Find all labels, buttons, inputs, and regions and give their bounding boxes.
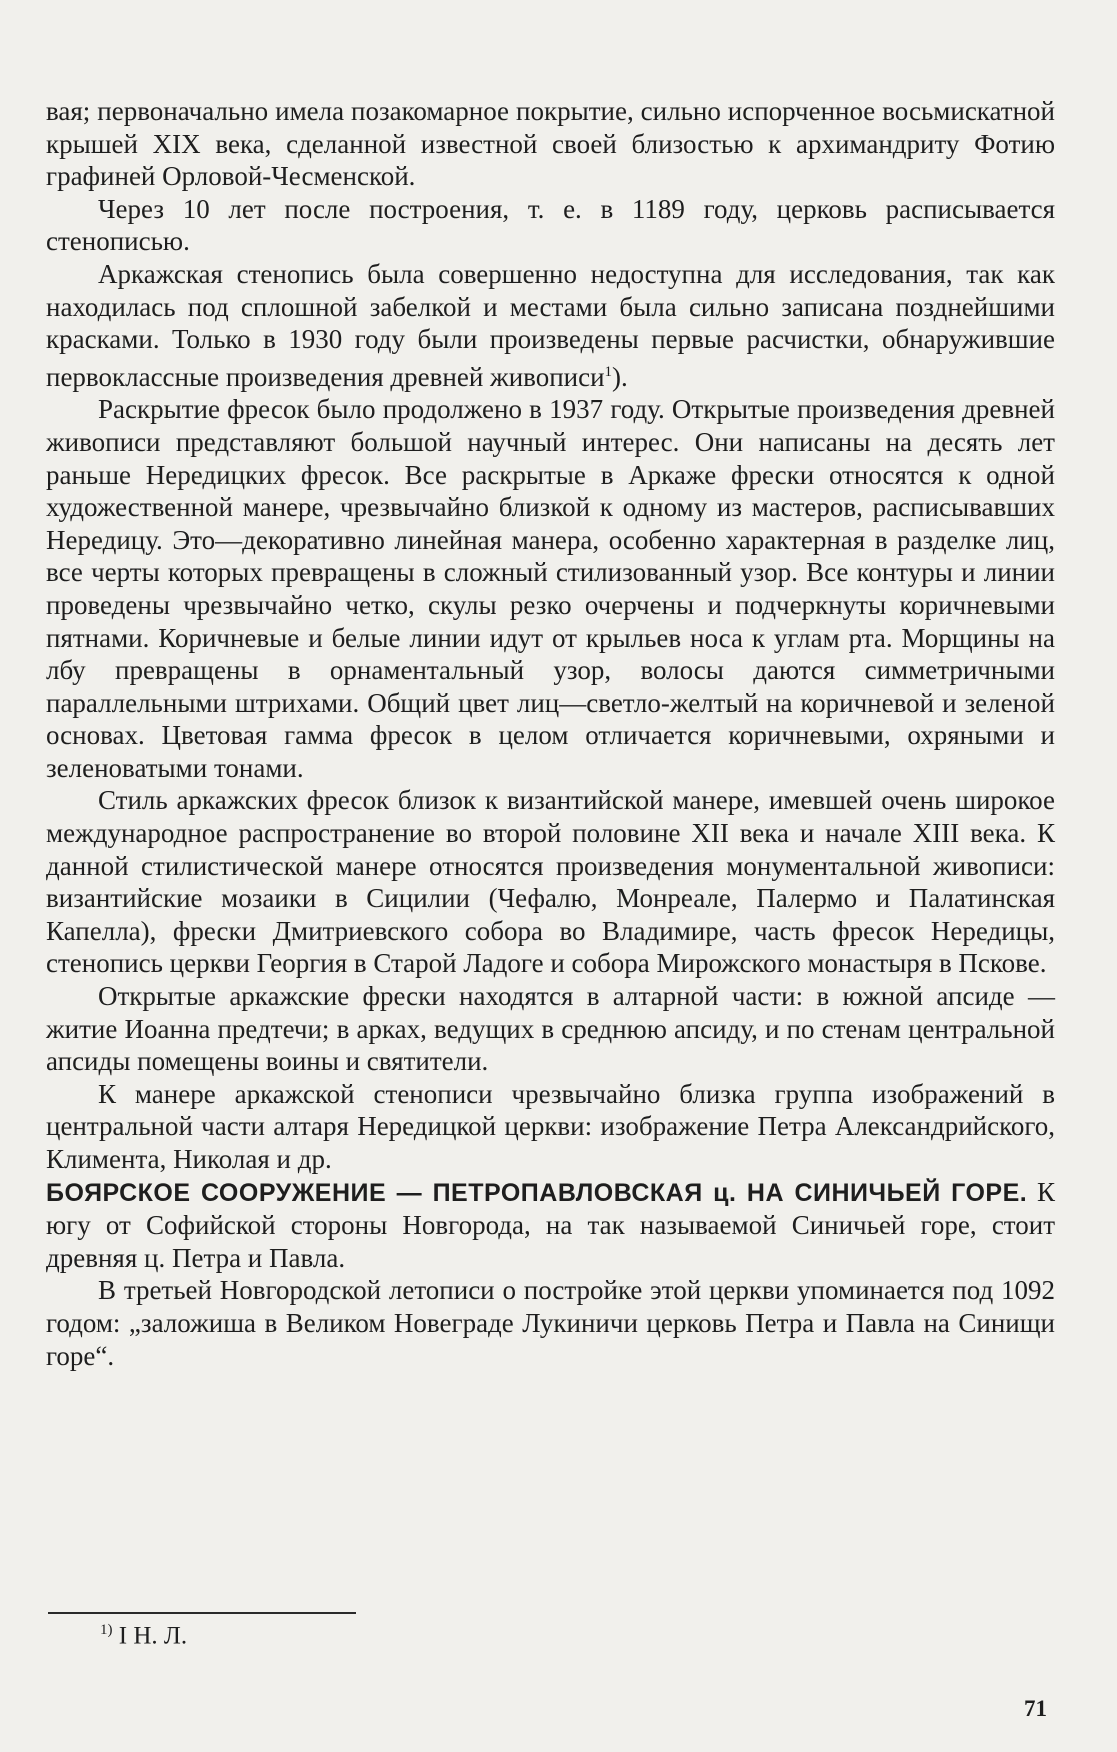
paragraph-5: Стиль аркажских фресок близок к византийской манере, имевшей очень широкое международное распространение во второй половине XII века и начале XIII века. К данной стилистической манере относятся произведения монументальной живописи: византийские мозаики в Сицилии (Чефалю, Монреале, Палермо и Палатинская Капелла), фрески Дмитриевского собора во Владимире, часть фресок Нередицы, стенопись церкви Георгия в Старой Ладоге и собора Мирожского монастыря в Пскове. (46, 785, 1055, 979)
footnote (100, 1622, 187, 1650)
footnote-divider (48, 1612, 356, 1614)
paragraph-1: вая; первоначально имела позакомарное покрытие, сильно испорченное восьмискатной крышей XIX века, сделанной известной своей близостью к архимандриту Фотию графиней Орловой-Чесменской. (46, 96, 1055, 192)
paragraph-7: К манере аркажской стенописи чрезвычайно близка группа изображений в центральной части алтаря Нередицкой церкви: изображение Петра Александрийского, Климента, Николая и др. (46, 1078, 1055, 1174)
paragraph-4: Раскрытие фресок было продолжено в 1937 году. Открытые произведения древней живописи представляют большой научный интерес. Они написаны на десять лет раньше Нередицких фресок. Все раскрытые в Аркаже фрески относятся к одной художественной манере, чрезвычайно близкой к одному из мастеров, расписывавших Нередицу. Это—декоративно линейная манера, особенно характерная в разделке лиц, все черты которых превращены в сложный стилизованный узор. Все контуры и линии проведены чрезвычайно четко, скулы резко очерчены и подчеркнуты коричневыми пятнами. Коричневые и белые линии идут от крыльев носа к углам рта. Морщины на лбу превращены в орнаментальный узор, волосы даются симметричными параллельными штрихами. Общий цвет лиц—светло-желтый на коричневой и зеленой основах. Цветовая гамма фресок в целом отличается коричневыми, охряными и зеленоватыми тонами. (46, 394, 1055, 783)
section-text: К югу от Софийской стороны Новгорода, на так называемой Синичьей горе, стоит древняя ц. Петра и Павла. (46, 1176, 1056, 1273)
footnote-text: I Н. Л. (112, 1622, 188, 1650)
footnote-reference: 1 (604, 363, 613, 380)
footnote-reference-close: ). (612, 361, 628, 392)
paragraph-3 (46, 258, 1055, 393)
paragraph-8: В третьей Новгородской летописи о постройке этой церкви упоминается под 1092 годом: „заложиша в Великом Новеграде Лукиничи церковь Петра и Павла на Синищи горе“. (46, 1275, 1055, 1371)
paragraph-2: Через 10 лет после построения, т. е. в 1189 году, церковь расписывается стенописью. (46, 193, 1055, 257)
paragraph-3-text: Аркажская стенопись была совершенно недоступна для исследования, так как находилась под сплошной забелкой и местами была сильно записана позднейшими красками. Только в 1930 году были произведены первые расчистки, обнаружившие первоклассные произведения древней живописи (46, 258, 1055, 392)
page-number: 71 (1024, 1696, 1047, 1721)
footnote-marker: 1) (100, 1622, 113, 1638)
main-text (46, 95, 1055, 1372)
section-heading: БОЯРСКОЕ СООРУЖЕНИЕ — ПЕТРОПАВЛОВСКАЯ ц. НА СИНИЧЬЕЙ ГОРЕ. (46, 1178, 1028, 1207)
paragraph-6: Открытые аркажские фрески находятся в алтарной части: в южной апсиде — житие Иоанна предтечи; в арках, ведущих в среднюю апсиду, и по стенам центральной апсиды помещены воины и святители. (46, 981, 1055, 1077)
section-paragraph (46, 1176, 1055, 1275)
